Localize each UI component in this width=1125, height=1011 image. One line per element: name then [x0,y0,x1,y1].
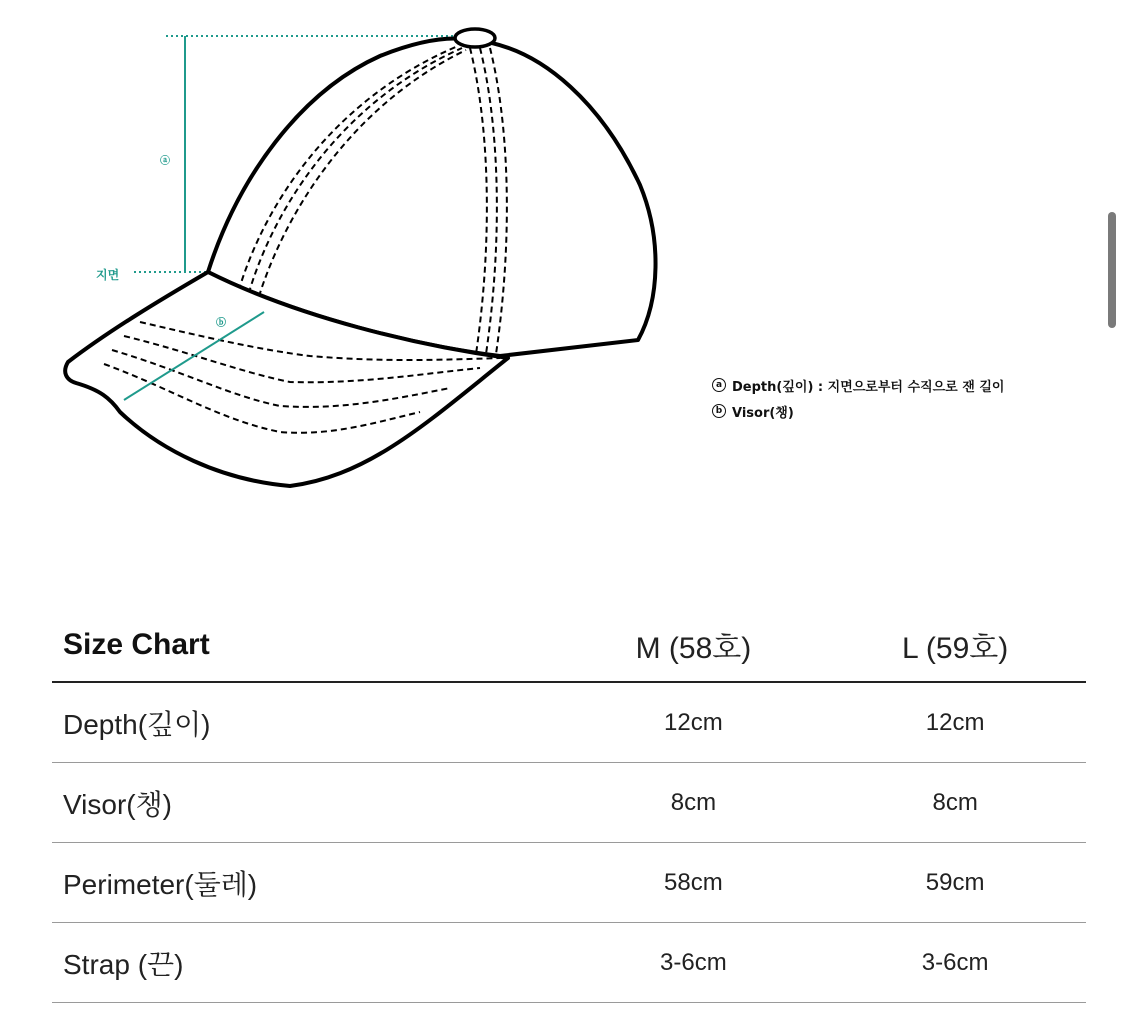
table-row [52,843,1086,923]
row-label: Strap (끈) [63,948,184,980]
row-label: Depth(깊이) [63,708,211,740]
table-row [52,923,1086,1003]
column-header-l: L (59호) [902,631,1009,665]
legend-mark-b-icon: b [712,404,726,418]
cell-l: 12cm [925,708,985,736]
scrollbar-thumb[interactable] [1108,212,1116,328]
cell-l: 8cm [932,788,978,816]
table-row [52,683,1086,763]
row-label: Perimeter(둘레) [63,868,258,900]
cell-l: 3-6cm [921,948,989,976]
legend-item-visor [712,398,1004,424]
legend-item-depth [712,372,1004,398]
legend-mark-a-icon: a [712,378,726,392]
ground-label: 지면 [96,268,120,282]
table-row [52,763,1086,843]
legend-text-depth: Depth(깊이) : 지면으로부터 수직으로 잰 길이 [732,379,1005,395]
cell-m: 8cm [670,788,717,816]
visor-marker-icon: ⓑ [216,318,226,329]
size-chart-table [52,608,1086,1003]
table-header-row [52,608,1086,683]
size-chart-title: Size Chart [63,627,210,661]
cell-m: 3-6cm [660,948,727,976]
cap-button [455,29,495,47]
cell-l: 59cm [925,868,985,896]
cell-m: 12cm [664,708,723,736]
cell-m: 58cm [664,868,723,896]
diagram-legend [712,372,1004,424]
column-header-m: M (58호) [635,631,752,665]
legend-text-visor: Visor(챙) [732,405,794,421]
depth-marker-icon: ⓐ [160,156,170,167]
row-label: Visor(챙) [63,788,172,820]
